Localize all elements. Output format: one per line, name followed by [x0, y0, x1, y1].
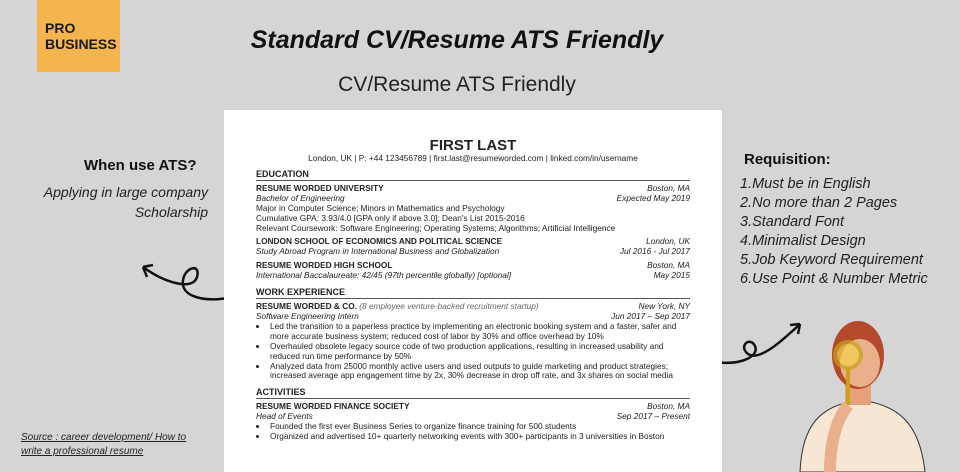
- source-line[interactable]: write a professional resume: [21, 446, 144, 457]
- source-line[interactable]: Source : career development/ How to: [21, 432, 187, 443]
- resume-document: [224, 110, 722, 472]
- org: LONDON SCHOOL OF ECONOMICS AND POLITICAL SCIENCE: [256, 236, 502, 247]
- requisition-heading: Requisition:: [744, 151, 831, 168]
- section-work-heading: WORK EXPERIENCE: [256, 287, 690, 299]
- org: RESUME WORDED FINANCE SOCIETY: [256, 401, 410, 412]
- org: RESUME WORDED UNIVERSITY: [256, 182, 384, 193]
- page-subtitle: CV/Resume ATS Friendly: [338, 73, 576, 96]
- source-link[interactable]: [21, 431, 186, 459]
- location: London, UK: [646, 236, 690, 247]
- detail: Relevant Coursework: Software Engineering; Operating Systems; Algorithms; Artificial Intelligence: [256, 222, 616, 233]
- person-with-magnifier-illustration: [790, 305, 930, 472]
- bullet: • Founded the first ever Business Series to organize finance training for 500 students: [268, 422, 690, 432]
- detail: Cumulative GPA: 3.93/4.0 [GPA only if above 3.0]; Dean's List 2015-2016: [256, 212, 525, 223]
- date: May 2015: [653, 270, 690, 281]
- section-education-heading: EDUCATION: [256, 169, 690, 181]
- requisition-item: 5.Job Keyword Requirement: [740, 252, 923, 268]
- curly-arrow-left-icon: [135, 255, 235, 305]
- requisition-item: 1.Must be in English: [740, 176, 871, 192]
- education-entry: [256, 184, 690, 234]
- location: Boston, MA: [647, 401, 690, 412]
- org: RESUME WORDED & CO.: [256, 301, 357, 312]
- role: Software Engineering Intern: [256, 310, 359, 321]
- role: Study Abroad Program in International Business and Globalization: [256, 246, 500, 257]
- date: Jun 2017 – Sep 2017: [611, 310, 690, 321]
- bullet: • Analyzed data from 25000 monthly active users and used outputs to guide marketing and product strategies; increased average app engagement time by 2x, 30% decrease in drop off rate, and 3x shares on social media: [268, 362, 690, 382]
- resume-name: FIRST LAST: [429, 137, 517, 154]
- resume-contact: London, UK | P: +44 123456789 | first.last@resumeworded.com | linked.com/in/username: [308, 153, 638, 163]
- location: Boston, MA: [647, 260, 690, 271]
- bullet: • Led the transition to a paperless practice by implementing an electronic booking system and a faster, safer and more accurate business system; reduced cost of labor by 30% and office overhead by 10%: [268, 322, 690, 342]
- education-entry: [256, 237, 690, 257]
- org: RESUME WORDED HIGH SCHOOL: [256, 260, 393, 271]
- page-title: Standard CV/Resume ATS Friendly: [250, 26, 664, 54]
- logo-line: BUSINESS: [45, 36, 117, 52]
- location: Boston, MA: [647, 182, 690, 193]
- requisition-item: 6.Use Point & Number Metric: [740, 271, 928, 287]
- location: New York, NY: [638, 301, 690, 312]
- bullet: • Organized and advertised 10+ quarterly networking events with 300+ participants in 3 universities in Boston: [268, 432, 690, 442]
- when-line: Applying in large company: [43, 184, 208, 200]
- date: Expected May 2019: [616, 192, 690, 203]
- education-entry: [256, 261, 690, 281]
- date: Jul 2016 - Jul 2017: [619, 246, 690, 257]
- role: Bachelor of Engineering: [256, 192, 345, 203]
- requisition-item: 4.Minimalist Design: [740, 233, 866, 249]
- when-line: Scholarship: [134, 204, 208, 220]
- section-activities-heading: ACTIVITIES: [256, 387, 690, 399]
- when-use-ats-heading: When use ATS?: [84, 157, 197, 174]
- requisition-item: 3.Standard Font: [740, 214, 844, 230]
- detail: Major in Computer Science; Minors in Mathematics and Psychology: [256, 202, 505, 213]
- logo-line: PRO: [45, 20, 76, 36]
- org-note: (8 employee venture-backed recruitment startup): [359, 301, 539, 312]
- date: Sep 2017 – Present: [616, 411, 690, 422]
- bullet: • Overhauled obsolete legacy source code of two production applications, resulting in increased usability and reduced run time performance by 50%: [268, 342, 690, 362]
- requisition-item: 2.No more than 2 Pages: [740, 195, 898, 211]
- role: Head of Events: [256, 411, 313, 422]
- role: International Baccalaureate: 42/45 (97th percentile globally) [optional]: [256, 270, 512, 281]
